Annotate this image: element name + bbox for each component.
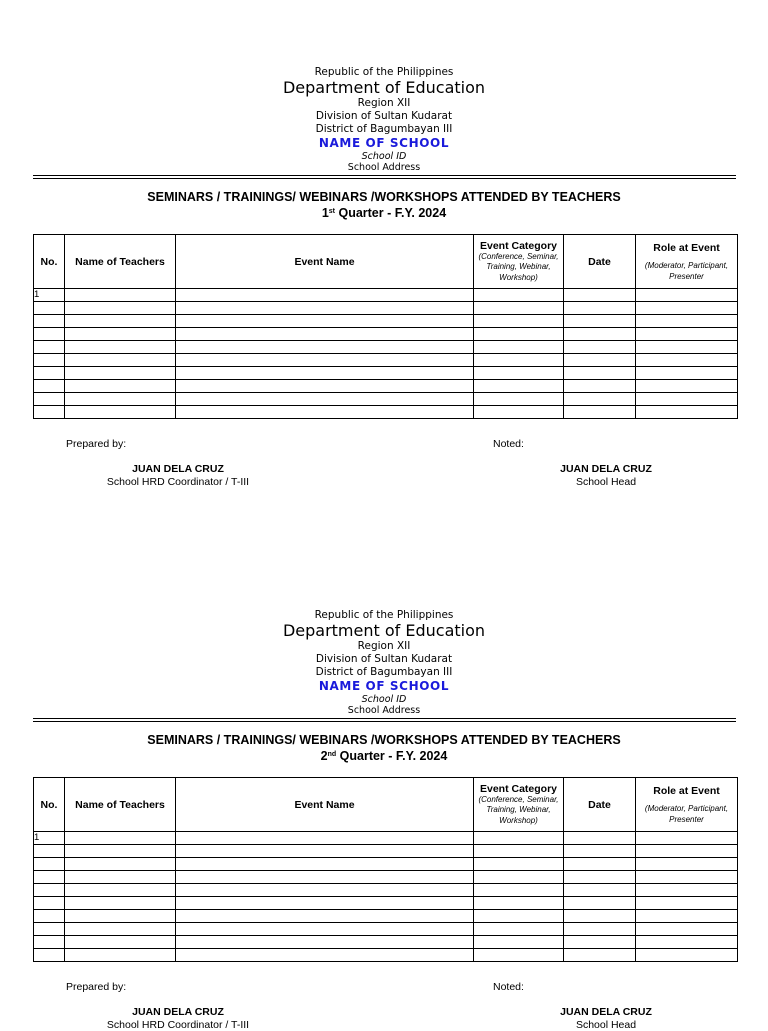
col-header-event: Event Name [176,778,474,832]
row-name-cell [65,871,176,884]
category-note: (Conference, Seminar, Training, Webinar, Workshop) [478,794,559,825]
row-no-cell [34,302,65,315]
row-role-cell [636,858,738,871]
table-row [34,845,738,858]
row-no-cell: 1 [34,832,65,845]
row-date-cell [564,845,636,858]
row-name-cell [65,393,176,406]
row-role-cell [636,949,738,962]
report-title: SEMINARS / TRAININGS/ WEBINARS /WORKSHOPS ATTENDED BY TEACHERS [147,733,621,747]
table-row [34,341,738,354]
row-role-cell [636,302,738,315]
row-no-cell [34,910,65,923]
row-name-cell [65,949,176,962]
noted-label: Noted: [493,981,524,993]
row-role-cell [636,289,738,302]
row-category-cell [474,949,564,962]
row-role-cell [636,910,738,923]
row-no-cell [34,949,65,962]
row-name-cell [65,884,176,897]
noter-name: JUAN DELA CRUZ [560,1006,652,1018]
row-role-cell [636,832,738,845]
row-event-cell [176,289,474,302]
row-event-cell [176,393,474,406]
row-role-cell [636,393,738,406]
row-category-cell [474,341,564,354]
row-category-cell [474,354,564,367]
header-divider [33,178,736,179]
report-title: SEMINARS / TRAININGS/ WEBINARS /WORKSHOPS ATTENDED BY TEACHERS [147,190,621,204]
school-id: School ID [361,151,407,162]
attendance-table [33,234,738,419]
row-name-cell [65,354,176,367]
row-category-cell [474,393,564,406]
row-role-cell [636,871,738,884]
row-role-cell [636,406,738,419]
row-date-cell [564,380,636,393]
row-event-cell [176,406,474,419]
table-row [34,858,738,871]
table-row [34,393,738,406]
row-event-cell [176,884,474,897]
row-role-cell [636,315,738,328]
row-date-cell [564,315,636,328]
row-date-cell [564,341,636,354]
row-no-cell [34,341,65,354]
row-role-cell [636,354,738,367]
preparer-position: School HRD Coordinator / T-III [106,476,250,488]
row-event-cell [176,354,474,367]
row-category-cell [474,871,564,884]
row-no-cell [34,897,65,910]
row-date-cell [564,367,636,380]
table-row [34,354,738,367]
table-header-row [34,778,738,832]
row-category-cell [474,897,564,910]
row-date-cell [564,289,636,302]
col-header-category: Event Category (Conference, Seminar, Training, Webinar, Workshop) [474,778,564,832]
table-row [34,328,738,341]
row-category-cell [474,936,564,949]
noter-position: School Head [575,476,637,488]
attendance-table [33,777,738,962]
prepared-by-label: Prepared by: [66,438,127,450]
row-category-cell [474,302,564,315]
division-label: Division of Sultan Kudarat [315,110,453,122]
row-no-cell [34,871,65,884]
row-event-cell [176,936,474,949]
col-header-date: Date [564,235,636,289]
school-name: NAME OF SCHOOL [318,136,450,150]
row-event-cell [176,367,474,380]
table-body [34,832,738,962]
row-event-cell [176,897,474,910]
district-label: District of Bagumbayan III [315,123,453,135]
district-label: District of Bagumbayan III [315,666,453,678]
row-no-cell [34,923,65,936]
school-address: School Address [347,162,421,173]
col-header-no: No. [34,235,65,289]
table-row [34,949,738,962]
noter-name: JUAN DELA CRUZ [560,463,652,475]
row-event-cell [176,871,474,884]
row-date-cell [564,910,636,923]
school-id: School ID [361,694,407,705]
table-body [34,289,738,419]
division-label: Division of Sultan Kudarat [315,653,453,665]
header-divider [33,721,736,722]
row-no-cell [34,845,65,858]
row-category-cell [474,380,564,393]
col-header-category: Event Category (Conference, Seminar, Training, Webinar, Workshop) [474,235,564,289]
quarter-label: 1st Quarter - F.Y. 2024 [321,206,447,220]
row-date-cell [564,406,636,419]
col-header-role: Role at Event (Moderator, Participant, Presenter [636,778,738,832]
col-header-event: Event Name [176,235,474,289]
table-row [34,871,738,884]
row-date-cell [564,354,636,367]
quarter-label: 2nd Quarter - F.Y. 2024 [320,749,448,763]
row-date-cell [564,832,636,845]
row-event-cell [176,341,474,354]
col-header-date: Date [564,778,636,832]
republic-label: Republic of the Philippines [314,609,454,621]
col-header-name: Name of Teachers [65,235,176,289]
row-name-cell [65,341,176,354]
row-date-cell [564,936,636,949]
region-label: Region XII [357,640,411,652]
row-name-cell [65,302,176,315]
table-row [34,380,738,393]
row-name-cell [65,406,176,419]
row-event-cell [176,328,474,341]
row-date-cell [564,897,636,910]
row-date-cell [564,302,636,315]
table-row [34,897,738,910]
row-category-cell [474,315,564,328]
row-date-cell [564,858,636,871]
row-role-cell [636,845,738,858]
preparer-name: JUAN DELA CRUZ [132,1006,224,1018]
row-date-cell [564,949,636,962]
row-no-cell [34,936,65,949]
table-row [34,923,738,936]
row-date-cell [564,923,636,936]
row-role-cell [636,923,738,936]
col-header-no: No. [34,778,65,832]
header-divider [33,718,736,719]
preparer-name: JUAN DELA CRUZ [132,463,224,475]
row-name-cell [65,289,176,302]
role-note: (Moderator, Participant, Presenter [644,803,729,824]
row-date-cell [564,328,636,341]
region-label: Region XII [357,97,411,109]
row-role-cell [636,341,738,354]
row-role-cell [636,884,738,897]
row-event-cell [176,858,474,871]
row-no-cell [34,380,65,393]
table-row [34,367,738,380]
row-no-cell [34,406,65,419]
preparer-position: School HRD Coordinator / T-III [106,1019,250,1031]
row-name-cell [65,923,176,936]
table-row [34,884,738,897]
row-category-cell [474,289,564,302]
row-name-cell [65,315,176,328]
row-event-cell [176,380,474,393]
row-category-cell [474,832,564,845]
row-role-cell [636,897,738,910]
row-name-cell [65,832,176,845]
table-row [34,910,738,923]
row-name-cell [65,897,176,910]
role-note: (Moderator, Participant, Presenter [644,260,729,281]
row-name-cell [65,845,176,858]
category-note: (Conference, Seminar, Training, Webinar, Workshop) [478,251,559,282]
school-name: NAME OF SCHOOL [318,679,450,693]
col-header-role: Role at Event (Moderator, Participant, Presenter [636,235,738,289]
row-role-cell [636,936,738,949]
row-category-cell [474,328,564,341]
row-category-cell [474,923,564,936]
row-event-cell [176,302,474,315]
row-date-cell [564,884,636,897]
row-event-cell [176,832,474,845]
row-name-cell [65,910,176,923]
row-event-cell [176,845,474,858]
noter-position: School Head [575,1019,637,1031]
col-header-name: Name of Teachers [65,778,176,832]
row-name-cell [65,936,176,949]
row-no-cell [34,858,65,871]
row-no-cell: 1 [34,289,65,302]
noted-label: Noted: [493,438,524,450]
school-address: School Address [347,705,421,716]
department-title: Department of Education [282,78,486,97]
row-event-cell [176,315,474,328]
table-header-row [34,235,738,289]
row-name-cell [65,367,176,380]
table-row [34,289,738,302]
row-name-cell [65,858,176,871]
row-role-cell [636,367,738,380]
row-no-cell [34,884,65,897]
department-title: Department of Education [282,621,486,640]
row-no-cell [34,315,65,328]
table-row [34,315,738,328]
table-row [34,936,738,949]
row-name-cell [65,380,176,393]
row-category-cell [474,367,564,380]
row-date-cell [564,393,636,406]
prepared-by-label: Prepared by: [66,981,127,993]
table-row [34,832,738,845]
row-no-cell [34,354,65,367]
row-role-cell [636,380,738,393]
header-divider [33,175,736,176]
row-role-cell [636,328,738,341]
row-no-cell [34,393,65,406]
row-category-cell [474,884,564,897]
table-row [34,406,738,419]
row-category-cell [474,845,564,858]
row-no-cell [34,328,65,341]
republic-label: Republic of the Philippines [314,66,454,78]
table-row [34,302,738,315]
row-event-cell [176,910,474,923]
row-no-cell [34,367,65,380]
row-event-cell [176,923,474,936]
row-date-cell [564,871,636,884]
row-name-cell [65,328,176,341]
row-category-cell [474,406,564,419]
row-event-cell [176,949,474,962]
row-category-cell [474,910,564,923]
row-category-cell [474,858,564,871]
